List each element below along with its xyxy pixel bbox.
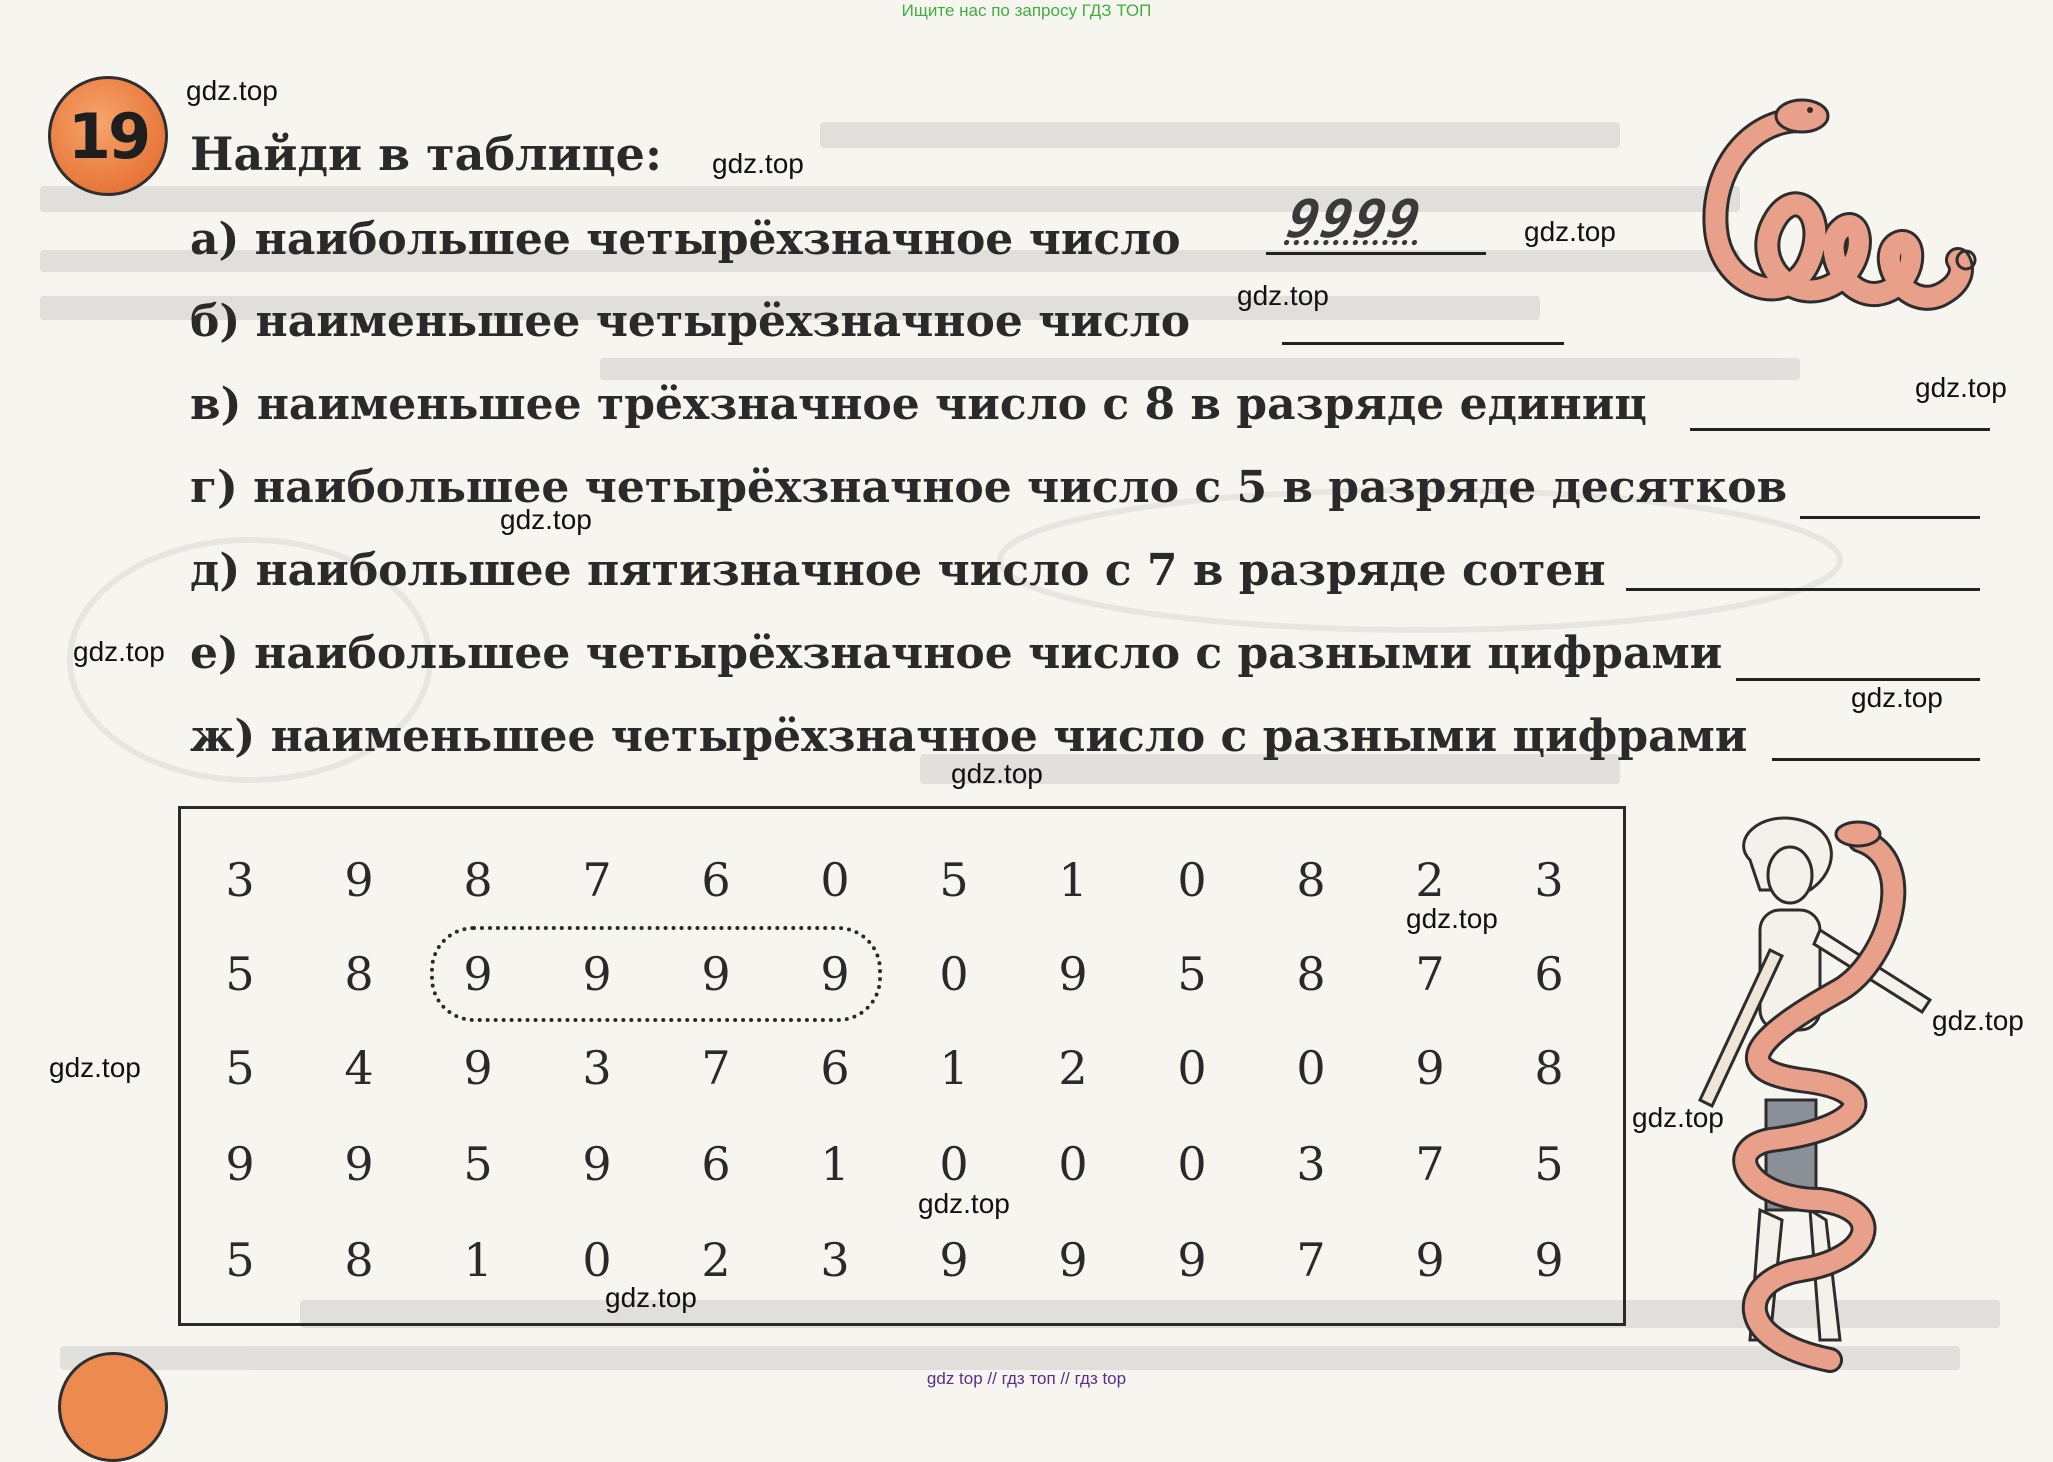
table-cell: 9 (1534, 1233, 1564, 1287)
table-cell: 3 (582, 1041, 612, 1095)
table-cell: 8 (1296, 853, 1326, 907)
table-cell: 1 (939, 1041, 969, 1095)
table-cell: 7 (1415, 1137, 1445, 1191)
table-cell: 0 (1296, 1041, 1326, 1095)
table-cell: 0 (939, 1137, 969, 1191)
table-cell: 9 (225, 1137, 255, 1191)
table-cell: 0 (582, 1233, 612, 1287)
table-cell: 7 (582, 853, 612, 907)
answer-blank-e[interactable] (1736, 678, 1980, 681)
table-cell: 0 (1058, 1137, 1088, 1191)
watermark: gdz.top (1932, 1005, 2024, 1036)
answer-blank-g[interactable] (1800, 516, 1980, 519)
table-cell: 9 (582, 947, 612, 1001)
task-a: а) наибольшее четырёхзначное число (190, 214, 1181, 265)
table-cell: 9 (1058, 947, 1088, 1001)
watermark: gdz.top (1406, 903, 1498, 934)
task-e: е) наибольшее четырёхзначное число с разными цифрами (190, 628, 1723, 679)
table-cell: 0 (1177, 1137, 1207, 1191)
table-cell: 6 (701, 853, 731, 907)
answer-blank-b[interactable] (1282, 342, 1564, 345)
exercise-title: Найди в таблице: (190, 127, 662, 181)
watermark: gdz.top (951, 758, 1043, 789)
watermark: gdz.top (1632, 1102, 1724, 1133)
watermark: gdz.top (73, 636, 165, 667)
task-g: г) наибольшее четырёхзначное число с 5 в разряде десятков (190, 462, 1788, 513)
table-cell: 9 (820, 947, 850, 1001)
table-cell: 5 (225, 1233, 255, 1287)
table-cell: 8 (463, 853, 493, 907)
table-cell: 9 (701, 947, 731, 1001)
table-cell: 5 (939, 853, 969, 907)
table-cell: 7 (701, 1041, 731, 1095)
table-cell: 5 (463, 1137, 493, 1191)
task-zh: ж) наименьшее четырёхзначное число с разными цифрами (190, 711, 1748, 762)
handwritten-answer-a: 9999 (1282, 190, 1427, 250)
table-cell: 8 (344, 947, 374, 1001)
answer-blank-d[interactable] (1626, 588, 1980, 591)
snake-charmer-illustration (1690, 800, 1950, 1380)
top-banner: Ищите нас по запросу ГДЗ ТОП (901, 1, 1152, 20)
watermark: gdz.top (918, 1188, 1010, 1219)
table-cell: 9 (344, 853, 374, 907)
table-cell: 9 (939, 1233, 969, 1287)
answer-blank-zh[interactable] (1772, 758, 1980, 761)
table-cell: 1 (820, 1137, 850, 1191)
watermark: gdz.top (49, 1052, 141, 1083)
table-cell: 5 (225, 1041, 255, 1095)
table-cell: 5 (1177, 947, 1207, 1001)
snake-illustration (1690, 80, 1990, 320)
exercise-number-badge (48, 76, 168, 196)
exercise-number: 19 (67, 99, 149, 173)
table-cell: 2 (1415, 853, 1445, 907)
table-cell: 5 (1534, 1137, 1564, 1191)
watermark: gdz.top (1524, 216, 1616, 247)
table-cell: 7 (1296, 1233, 1326, 1287)
table-cell: 2 (701, 1233, 731, 1287)
watermark: gdz.top (500, 504, 592, 535)
answer-blank-v[interactable] (1690, 428, 1990, 431)
task-b: б) наименьшее четырёхзначное число (190, 296, 1191, 347)
table-cell: 3 (820, 1233, 850, 1287)
table-cell: 9 (582, 1137, 612, 1191)
table-cell: 9 (1177, 1233, 1207, 1287)
table-cell: 9 (463, 1041, 493, 1095)
table-cell: 6 (701, 1137, 731, 1191)
answer-blank-a[interactable] (1266, 252, 1486, 255)
task-v: в) наименьшее трёхзначное число с 8 в разряде единиц (190, 379, 1647, 430)
watermark: gdz.top (1237, 280, 1329, 311)
watermark: gdz.top (712, 148, 804, 179)
table-cell: 5 (225, 947, 255, 1001)
table-cell: 9 (1415, 1233, 1445, 1287)
table-cell: 0 (820, 853, 850, 907)
table-cell: 7 (1415, 947, 1445, 1001)
table-cell: 6 (820, 1041, 850, 1095)
table-cell: 8 (1534, 1041, 1564, 1095)
table-cell: 3 (1296, 1137, 1326, 1191)
table-cell: 2 (1058, 1041, 1088, 1095)
table-cell: 9 (1058, 1233, 1088, 1287)
bottom-banner: gdz top // гдз топ // гдз top (926, 1369, 1127, 1388)
table-cell: 3 (225, 853, 255, 907)
table-cell: 0 (1177, 853, 1207, 907)
table-cell: 3 (1534, 853, 1564, 907)
table-cell: 0 (1177, 1041, 1207, 1095)
table-cell: 1 (463, 1233, 493, 1287)
table-cell: 4 (344, 1041, 374, 1095)
watermark: gdz.top (1851, 682, 1943, 713)
watermark: gdz.top (1915, 372, 2007, 403)
watermark: gdz.top (186, 75, 278, 106)
table-cell: 8 (344, 1233, 374, 1287)
task-d: д) наибольшее пятизначное число с 7 в разряде сотен (190, 545, 1606, 596)
table-cell: 1 (1058, 853, 1088, 907)
table-cell: 8 (1296, 947, 1326, 1001)
table-cell: 9 (1415, 1041, 1445, 1095)
table-cell: 9 (344, 1137, 374, 1191)
table-cell: 6 (1534, 947, 1564, 1001)
table-cell: 0 (939, 947, 969, 1001)
watermark: gdz.top (605, 1282, 697, 1313)
table-cell: 9 (463, 947, 493, 1001)
